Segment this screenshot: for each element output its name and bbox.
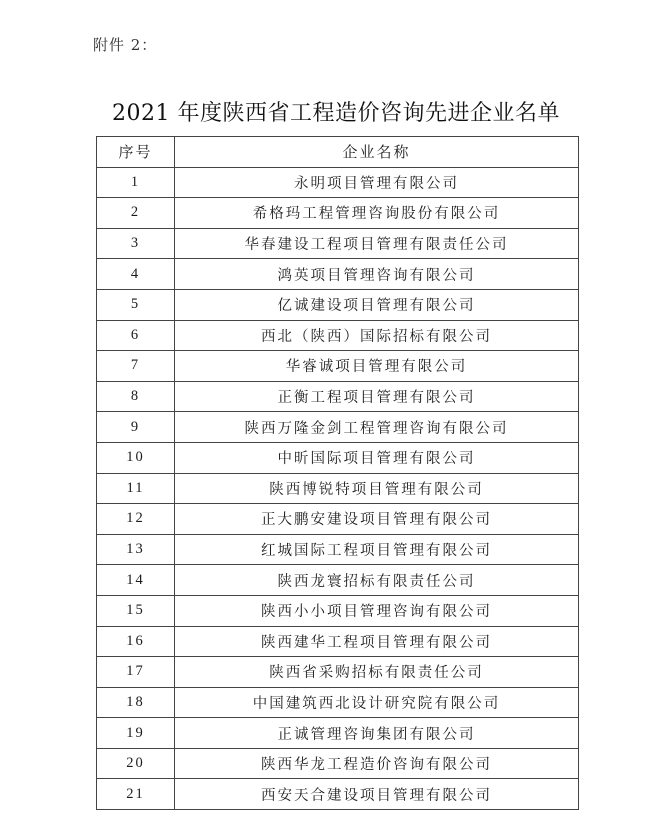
company-name: 西北（陕西）国际招标有限公司 <box>175 320 579 351</box>
table-row <box>97 442 579 473</box>
row-number: 5 <box>97 289 175 320</box>
table-row <box>97 473 579 504</box>
table-row <box>97 198 579 229</box>
row-number: 3 <box>97 228 175 259</box>
table-row <box>97 259 579 290</box>
row-number: 18 <box>97 687 175 718</box>
row-number: 10 <box>97 442 175 473</box>
company-name: 正诚管理咨询集团有限公司 <box>175 718 579 749</box>
company-name: 陕西省采购招标有限责任公司 <box>175 657 579 688</box>
table-row <box>97 320 579 351</box>
row-number: 21 <box>97 779 175 810</box>
company-name: 陕西博锐特项目管理有限公司 <box>175 473 579 504</box>
row-number: 20 <box>97 748 175 779</box>
row-number: 7 <box>97 351 175 382</box>
table-row <box>97 228 579 259</box>
row-number: 12 <box>97 504 175 535</box>
table-row <box>97 748 579 779</box>
company-name: 华春建设工程项目管理有限责任公司 <box>175 228 579 259</box>
row-number: 4 <box>97 259 175 290</box>
table-row <box>97 504 579 535</box>
table-row <box>97 687 579 718</box>
table-row <box>97 289 579 320</box>
table-row <box>97 565 579 596</box>
document-title: 2021 年度陕西省工程造价咨询先进企业名单 <box>112 101 560 126</box>
company-name: 陕西华龙工程造价咨询有限公司 <box>175 748 579 779</box>
table-row <box>97 412 579 443</box>
header-no: 序号 <box>97 137 175 168</box>
company-name: 中国建筑西北设计研究院有限公司 <box>175 687 579 718</box>
table-row <box>97 534 579 565</box>
row-number: 8 <box>97 381 175 412</box>
table-row <box>97 167 579 198</box>
table-row <box>97 595 579 626</box>
table-row <box>97 779 579 810</box>
row-number: 14 <box>97 565 175 596</box>
company-list-table <box>96 136 579 810</box>
row-number: 19 <box>97 718 175 749</box>
row-number: 1 <box>97 167 175 198</box>
company-name: 鸿英项目管理咨询有限公司 <box>175 259 579 290</box>
row-number: 15 <box>97 595 175 626</box>
table-body <box>97 167 579 809</box>
table-header-row <box>97 137 579 168</box>
company-name: 永明项目管理有限公司 <box>175 167 579 198</box>
company-name: 正大鹏安建设项目管理有限公司 <box>175 504 579 535</box>
company-name: 陕西万隆金剑工程管理咨询有限公司 <box>175 412 579 443</box>
company-name: 红城国际工程项目管理有限公司 <box>175 534 579 565</box>
row-number: 13 <box>97 534 175 565</box>
table-row <box>97 626 579 657</box>
row-number: 6 <box>97 320 175 351</box>
company-name: 陕西建华工程项目管理有限公司 <box>175 626 579 657</box>
company-name: 亿诚建设项目管理有限公司 <box>175 289 579 320</box>
row-number: 16 <box>97 626 175 657</box>
company-name: 西安天合建设项目管理有限公司 <box>175 779 579 810</box>
company-name: 陕西小小项目管理咨询有限公司 <box>175 595 579 626</box>
table-row <box>97 657 579 688</box>
table-row <box>97 351 579 382</box>
attachment-label: 附件 2： <box>93 36 158 54</box>
row-number: 11 <box>97 473 175 504</box>
company-name: 华睿诚项目管理有限公司 <box>175 351 579 382</box>
row-number: 17 <box>97 657 175 688</box>
table-row <box>97 381 579 412</box>
table-row <box>97 718 579 749</box>
header-name: 企业名称 <box>175 137 579 168</box>
company-name: 陕西龙寰招标有限责任公司 <box>175 565 579 596</box>
row-number: 9 <box>97 412 175 443</box>
company-name: 正衡工程项目管理有限公司 <box>175 381 579 412</box>
company-name: 希格玛工程管理咨询股份有限公司 <box>175 198 579 229</box>
row-number: 2 <box>97 198 175 229</box>
company-name: 中昕国际项目管理有限公司 <box>175 442 579 473</box>
